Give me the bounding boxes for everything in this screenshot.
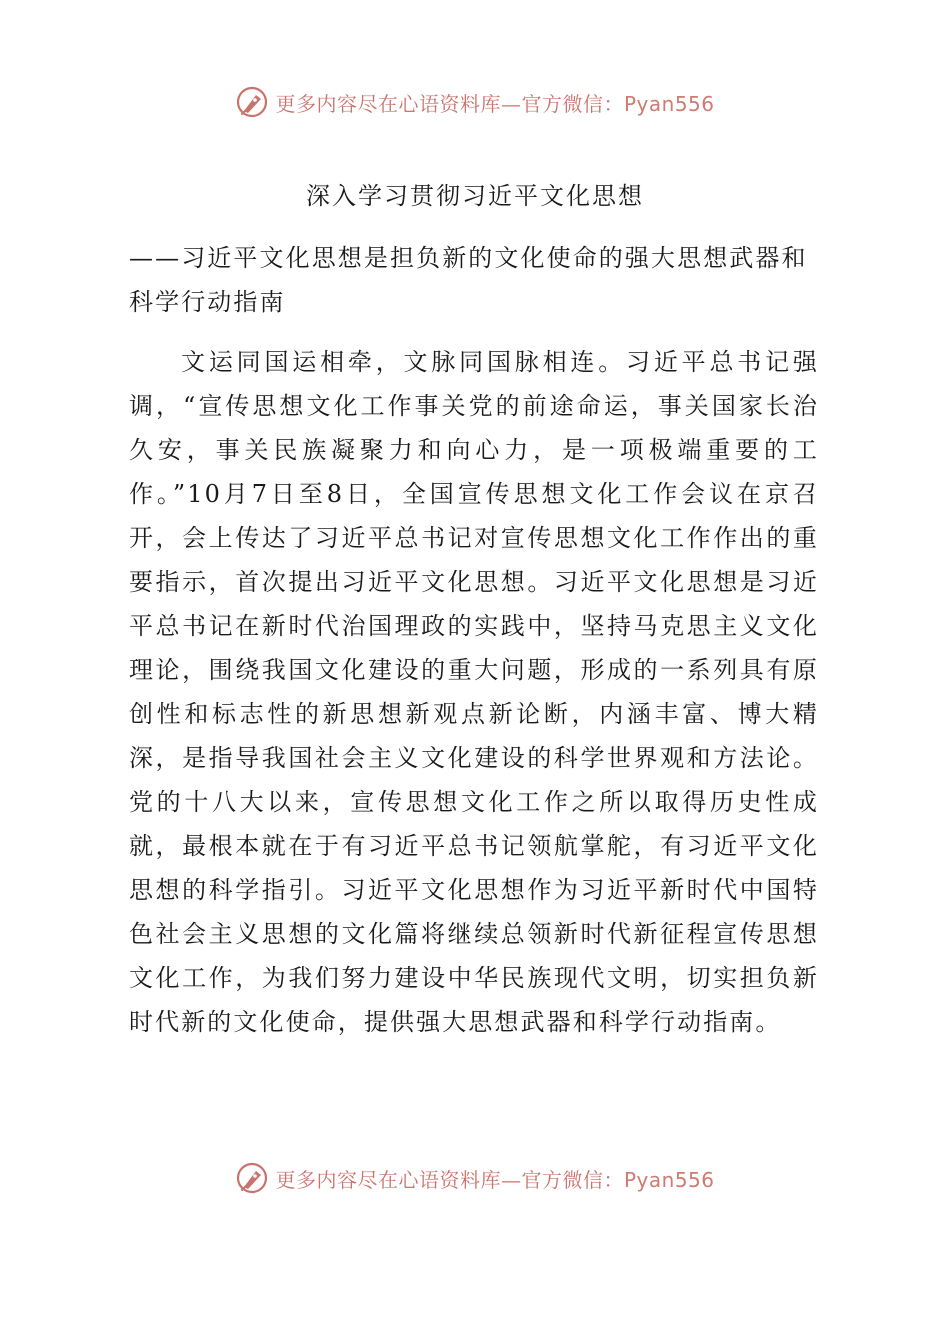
header-banner-text: 更多内容尽在心语资料库—官方微信：Pyan556: [275, 91, 715, 116]
header-banner: [0, 80, 950, 124]
footer-wechat-id: Pyan556: [623, 1167, 715, 1192]
document-subtitle: ——习近平文化思想是担负新的文化使命的强大思想武器和科学行动指南: [129, 244, 808, 316]
footer-banner: [0, 1156, 950, 1200]
document-title: 深入学习贯彻习近平文化思想: [306, 182, 644, 210]
header-wechat-id: Pyan556: [623, 91, 715, 116]
footer-banner-text: 更多内容尽在心语资料库—官方微信：Pyan556: [275, 1167, 715, 1192]
body-paragraph: 文运同国运相牵，文脉同国脉相连。习近平总书记强调，“宣传思想文化工作事关党的前途命运，事关国家长治久安，事关民族凝聚力和向心力，是一项极端重要的工作。”10月7日至8日，全国宣传思想文化工作会议在京召开，会上传达了习近平总书记对宣传思想文化工作作出的重要指示，首次提出习近平文化思想。习近平文化思想是习近平总书记在新时代治国理政的实践中，坚持马克思主义文化理论，围绕我国文化建设的重大问题，形成的一系列具有原创性和标志性的新思想新观点新论断，内涵丰富、博大精深，是指导我国社会主义文化建设的科学世界观和方法论。党的十八大以来，宣传思想文化工作之所以取得历史性成就，最根本就在于有习近平总书记领航掌舵，有习近平文化思想的科学指引。习近平文化思想作为习近平新时代中国特色社会主义思想的文化篇将继续总领新时代新征程宣传思想文化工作，为我们努力建设中华民族现代文明，切实担负新时代新的文化使命，提供强大思想武器和科学行动指南。: [129, 348, 819, 1036]
pen-nib-logo-icon: [235, 1161, 269, 1195]
pen-nib-logo-icon: [235, 85, 269, 119]
